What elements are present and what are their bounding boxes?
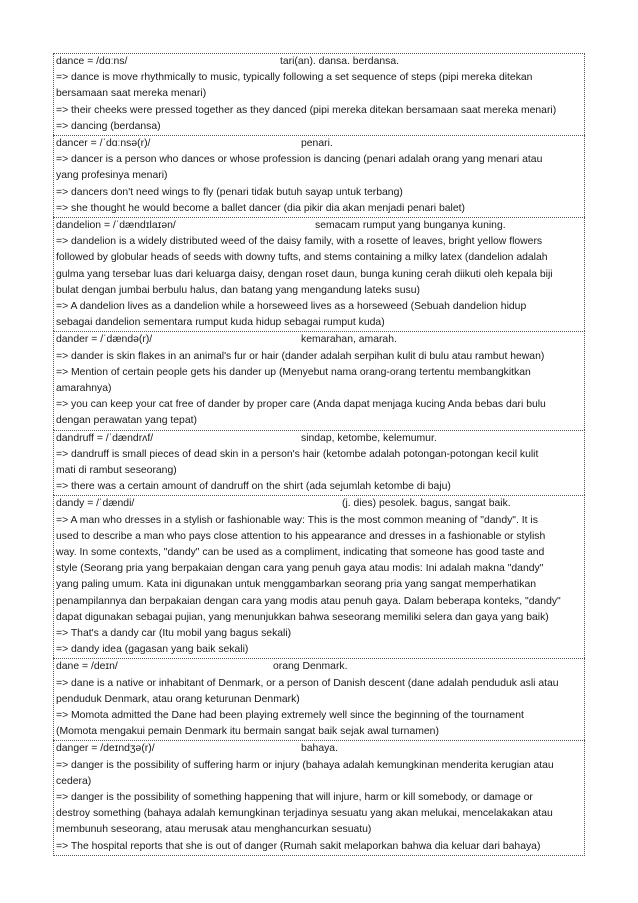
entry-header: [56, 136, 582, 152]
dictionary-entry: [53, 495, 585, 658]
entry-line: yang paling umum. Kata ini digunakan untuk menggambarkan seorang pria yang sangat memperhatikan: [56, 579, 536, 591]
entry-header: [56, 332, 582, 348]
entry-line: => dandelion is a widely distributed weed of the daisy family, with a rosette of leaves, bright yellow flowers: [56, 236, 543, 248]
dictionary-entry: [53, 217, 585, 331]
entry-line: yang profesinya menari): [56, 170, 168, 182]
entry-line: => dane is a native or inhabitant of Denmark, or a person of Danish descent (dane adalah penduduk asli atau: [56, 677, 559, 689]
entry-translation: semacam rumput yang bunganya kuning.: [315, 220, 506, 231]
entry-line: (Momota mengakui pemain Denmark itu bermain sangat baik sejak awal turnamen): [56, 726, 439, 738]
entry-line: => there was a certain amount of dandruff on the shirt (ada sejumlah ketombe di baju): [56, 481, 451, 493]
dictionary-sheet: [53, 53, 585, 856]
entry-line: => Momota admitted the Dane had been playing extremely well since the beginning of the tournament: [56, 710, 524, 722]
dictionary-entry: [53, 740, 585, 855]
entry-line: style (Seorang pria yang berpakaian dengan cara yang penuh gaya atau modis: Ini adalah makna "dandy": [56, 563, 544, 575]
entry-line: => dancers don't need wings to fly (penari tidak butuh sayap untuk terbang): [56, 186, 403, 198]
entry-term: dancer = /ˈdɑːnsə(r)/: [56, 138, 151, 149]
entry-line: way. In some contexts, "dandy" can be used as a compliment, indicating that someone has good taste and: [56, 547, 545, 558]
entry-term: dander = /ˈdændə(r)/: [56, 334, 153, 346]
entry-header: [56, 496, 582, 512]
entry-header: [56, 218, 582, 234]
entry-header: [56, 54, 582, 70]
entry-line: => The hospital reports that she is out of danger (Rumah sakit melaporkan bahwa dia keluar dari bahaya): [56, 840, 541, 852]
dictionary-entry: [53, 658, 585, 740]
entry-line: cedera): [56, 775, 92, 787]
entry-line: => That's a dandy car (Itu mobil yang bagus sekali): [56, 628, 292, 640]
entry-translation: kemarahan, amarah.: [301, 334, 397, 346]
entry-line: dengan perawatan yang tepat): [56, 415, 197, 427]
entry-line: mati di rambut seseorang): [56, 465, 177, 476]
entry-line: => A man who dresses in a stylish or fashionable way: This is the most common meaning of "dandy". It is: [56, 514, 538, 526]
entry-line: sebagai dandelion sementara rumput kuda hidup sebagai rumput kuda): [56, 317, 385, 329]
entry-header: [56, 431, 582, 447]
entry-line: used to describe a man who pays close attention to his appearance and dresses in a fashionable or stylish: [56, 530, 546, 542]
entry-term: dandy = /ˈdændi/: [56, 498, 135, 510]
entry-translation: sindap, ketombe, kelemumur.: [301, 432, 437, 444]
entry-line: => Mention of certain people gets his dander up (Menyebut nama orang-orang tertentu membangkitkan: [56, 366, 531, 378]
entry-term: dane = /deɪn/: [56, 661, 118, 673]
entry-line: => she thought he would become a ballet dancer (dia pikir dia akan menjadi penari balet): [56, 202, 465, 214]
entry-line: gulma yang tersebar luas dari keluarga daisy, dengan roset daun, bunga kuning cerah diikuti oleh kepala biji: [56, 268, 553, 280]
entry-line: => you can keep your cat free of dander by proper care (Anda dapat menjaga kucing Anda bebas dari bulu: [56, 399, 546, 411]
dictionary-entry: [53, 135, 585, 217]
entry-line: => A dandelion lives as a dandelion while a horseweed lives as a horseweed (Sebuah dandelion hidup: [56, 301, 527, 312]
entry-line: destroy something (bahaya adalah kemungkinan terjadinya sesuatu yang akan melukai, mencelakakan atau: [56, 808, 553, 820]
entry-line: => danger is the possibility of something happening that will injure, harm or kill somebody, or damage or: [56, 792, 533, 804]
entry-line: bersamaan saat mereka menari): [56, 88, 207, 100]
entry-line: => their cheeks were pressed together as they danced (pipi mereka ditekan bersamaan saat mereka menari): [56, 104, 557, 116]
entry-translation: (j. dies) pesolek. bagus, sangat baik.: [342, 498, 511, 510]
entry-header: [56, 741, 582, 757]
entry-term: dandruff = /ˈdændrʌf/: [56, 432, 154, 444]
entry-term: dance = /dɑːns/: [56, 56, 128, 67]
entry-line: amarahnya): [56, 383, 112, 394]
entry-translation: bahaya.: [301, 743, 338, 755]
entry-line: => danger is the possibility of suffering harm or injury (bahaya adalah kemungkinan menderita kerugian atau: [56, 759, 554, 771]
entry-line: => dancer is a person who dances or whose profession is dancing (penari adalah orang yang menari atau: [56, 154, 543, 166]
entry-line: penduduk Denmark, atau orang keturunan Denmark): [56, 693, 300, 705]
entry-line: => dancing (berdansa): [56, 120, 161, 132]
entry-line: followed by globular heads of seeds with downy tufts, and stems containing a milky latex (dandelion adalah: [56, 252, 548, 264]
entry-line: => dance is move rhythmically to music, typically following a set sequence of steps (pipi mereka ditekan: [56, 72, 533, 84]
entry-line: => dander is skin flakes in an animal's fur or hair (dander adalah serpihan kulit di bulu atau rambut hewan): [56, 350, 545, 362]
entry-term: danger = /deɪndʒə(r)/: [56, 743, 155, 755]
entry-line: => dandy idea (gagasan yang baik sekali): [56, 644, 249, 656]
entry-term: dandelion = /ˈdændɪlaɪən/: [56, 220, 176, 231]
entry-translation: tari(an). dansa. berdansa.: [280, 56, 399, 67]
entry-translation: penari.: [301, 138, 333, 149]
entry-line: => dandruff is small pieces of dead skin in a person's hair (ketombe adalah potongan-potongan kecil kulit: [56, 448, 539, 460]
dictionary-entry: [53, 53, 585, 135]
entry-header: [56, 659, 582, 675]
dictionary-entry: [53, 331, 585, 429]
entry-line: dapat digunakan sebagai pujian, yang menunjukkan bahwa seseorang memiliki selera dan gaya yang baik): [56, 611, 549, 623]
entry-translation: orang Denmark.: [273, 661, 348, 673]
entry-line: bulat dengan jumbai berbulu halus, dan batang yang mengandung lateks susu): [56, 284, 420, 296]
entry-line: membunuh seseorang, atau merusak atau menghancurkan sesuatu): [56, 824, 372, 836]
dictionary-entry: [53, 430, 585, 496]
entry-line: penampilannya dan berpakaian dengan cara yang modis atau penuh gaya. Dalam beberapa konteks, "dandy": [56, 595, 561, 607]
